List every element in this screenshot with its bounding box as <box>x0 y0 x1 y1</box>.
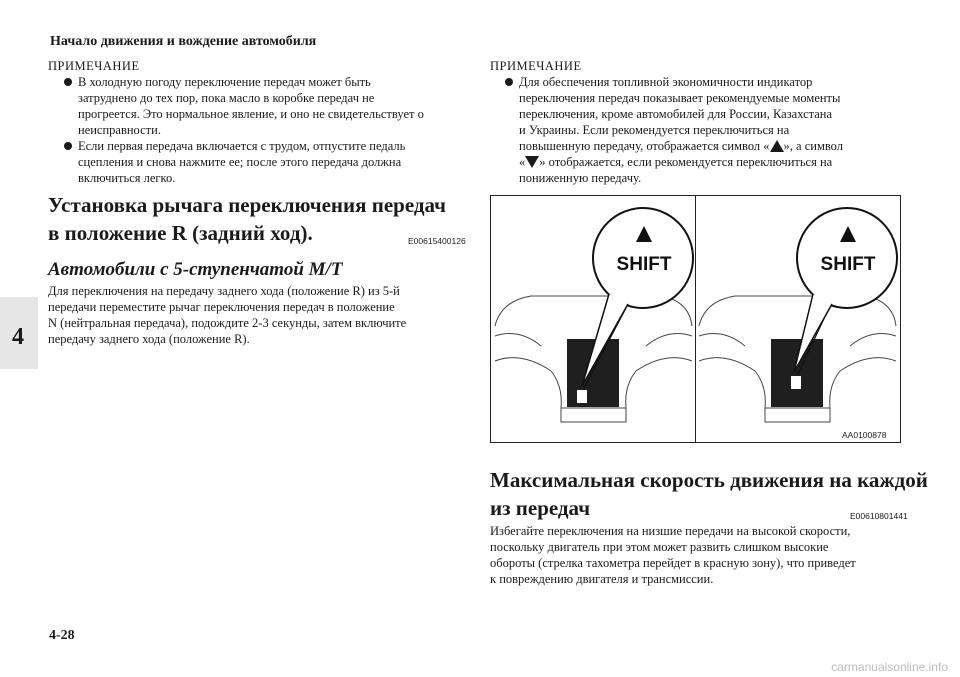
instrument-cluster-drawing <box>491 196 900 442</box>
shift-label: SHIFT <box>616 254 672 275</box>
bullet-icon <box>505 78 513 86</box>
section-code: E00610801441 <box>850 511 908 521</box>
text-line: передачу заднего хода (положение R). <box>48 332 250 346</box>
text-line: прогреется. Это нормальное явление, и оно не свидетельствует о <box>78 107 424 121</box>
text-line: Если первая передача включается с трудом, отпустите педаль <box>78 139 406 153</box>
note-bullet <box>64 138 464 186</box>
text-line <box>519 154 905 170</box>
text-line: N (нейтральная передача), подождите 2-3 секунды, затем включите <box>48 316 407 330</box>
text-line: В холодную погоду переключение передач может быть <box>78 75 371 89</box>
text-fragment: « <box>519 155 526 169</box>
bullet-icon <box>64 142 72 150</box>
illustration-code: AA0100878 <box>842 430 887 440</box>
section-body <box>490 523 910 587</box>
text-fragment: повышенную передачу, отображается символ « <box>519 139 770 153</box>
page-header: Начало движения и вождение автомобиля <box>50 34 317 49</box>
page-number: 4-28 <box>49 628 75 643</box>
shift-label: SHIFT <box>820 254 876 275</box>
text-line: пониженную передачу. <box>519 171 642 185</box>
text-line: Избегайте переключения на низшие передачи на высокой скорости, <box>490 524 851 538</box>
section-title-line: из передач <box>490 496 591 520</box>
text-line <box>519 138 905 154</box>
section-title-line: Максимальная скорость движения на каждой <box>490 468 928 492</box>
text-line: переключения, кроме автомобилей для России, Казахстана <box>519 107 833 121</box>
text-line: Для обеспечения топливной экономичности индикатор <box>519 75 813 89</box>
text-line: и Украины. Если рекомендуется переключиться на <box>519 123 790 137</box>
section-title <box>48 191 446 247</box>
section-code: E00615400126 <box>408 236 466 246</box>
text-line: обороты (стрелка тахометра перейдет в красную зону), что приведет <box>490 556 856 570</box>
text-line: переключения передач показывает рекомендуемые моменты <box>519 91 841 105</box>
watermark: carmanualsonline.info <box>831 660 948 674</box>
bullet-icon <box>64 78 72 86</box>
text-line: поскольку двигатель при этом может развить слишком высокие <box>490 540 829 554</box>
text-line: передачи переместите рычаг переключения передач в положение <box>48 300 395 314</box>
text-fragment: » отображается, если рекомендуется переключиться на <box>539 155 833 169</box>
shift-indicator-illustration <box>490 195 901 443</box>
text-line: Для переключения на передачу заднего хода (положение R) из 5-й <box>48 284 400 298</box>
text-line: затруднено до тех пор, пока масло в коробке передач не <box>78 91 375 105</box>
chapter-tab-number: 4 <box>12 324 24 350</box>
section-title-line: в положение R (задний ход). <box>48 221 313 245</box>
subsection-title: Автомобили с 5-ступенчатой M/T <box>48 259 343 280</box>
shift-down-icon <box>525 156 539 168</box>
text-line: включиться легко. <box>78 171 176 185</box>
text-fragment: », а символ <box>783 139 844 153</box>
note-title: ПРИМЕЧАНИЕ <box>490 59 582 73</box>
section-title-line: Установка рычага переключения передач <box>48 193 446 217</box>
text-line: неисправности. <box>78 123 161 137</box>
note-title: ПРИМЕЧАНИЕ <box>48 59 140 73</box>
text-line: к повреждению двигателя и трансмиссии. <box>490 572 714 586</box>
note-bullet <box>64 74 464 138</box>
section-body <box>48 283 468 347</box>
note-bullet <box>505 74 905 186</box>
text-line: сцепления и снова нажмите ее; после этого передача должна <box>78 155 402 169</box>
shift-up-icon <box>770 140 784 152</box>
